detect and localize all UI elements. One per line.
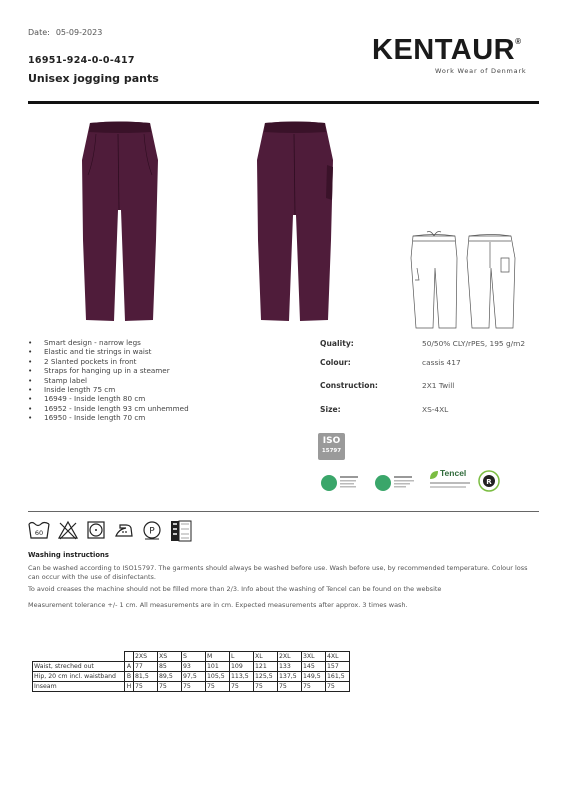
tencel-logo xyxy=(428,468,472,496)
article-number: 16951-924-0-0-417 xyxy=(28,55,135,66)
table-cell: 149,5 xyxy=(302,672,326,682)
iso-badge-number: 15797 xyxy=(321,448,342,454)
row-label: Waist, streched out xyxy=(33,662,125,672)
table-cell: 109 xyxy=(230,662,254,672)
table-header-row xyxy=(33,652,350,662)
oeko-tex-standard-logo xyxy=(320,470,360,496)
table-cell: 75 xyxy=(302,682,326,692)
logo-text: KENTAUR xyxy=(372,34,516,66)
row-code: H xyxy=(125,682,134,692)
wash-60-icon xyxy=(28,520,50,540)
quality-label: Quality: xyxy=(320,339,354,348)
svg-text:R: R xyxy=(486,478,492,486)
svg-text:P: P xyxy=(149,526,156,537)
table-row xyxy=(33,672,350,682)
table-cell: 75 xyxy=(278,682,302,692)
logo-trademark: ® xyxy=(515,37,522,46)
table-cell: 75 xyxy=(206,682,230,692)
size-value: XS-4XL xyxy=(422,405,449,414)
table-cell: 121 xyxy=(254,662,278,672)
feature-item: • 16949 - Inside length 80 cm xyxy=(28,394,189,403)
section-divider xyxy=(28,511,539,512)
row-code: B xyxy=(125,672,134,682)
row-code: A xyxy=(125,662,134,672)
washing-paragraph-2: To avoid creases the machine should not be filled more than 2/3. Info about the washing of Tencel can be found on the website xyxy=(28,585,442,593)
feature-item: • Straps for hanging up in a steamer xyxy=(28,366,189,375)
size-label: Size: xyxy=(320,405,341,414)
feature-item: • Elastic and tie strings in waist xyxy=(28,347,189,356)
washing-title: Washing instructions xyxy=(28,551,109,559)
date-value: 05-09-2023 xyxy=(55,28,103,37)
iron-icon xyxy=(114,520,134,540)
table-cell: 157 xyxy=(326,662,350,672)
product-name: Unisex jogging pants xyxy=(28,72,159,85)
colour-value: cassis 417 xyxy=(422,358,461,367)
brand-tagline: Work Wear of Denmark xyxy=(435,67,527,75)
table-cell: 81,5 xyxy=(134,672,158,682)
row-label: Hip, 20 cm incl. waistband xyxy=(33,672,125,682)
table-cell: 133 xyxy=(278,662,302,672)
table-row xyxy=(33,662,350,672)
wash-temperature: 60 xyxy=(34,529,44,537)
feature-item: • Smart design - narrow legs xyxy=(28,338,189,347)
size-header: XS xyxy=(158,652,182,662)
no-bleach-icon xyxy=(58,520,78,540)
pro-industrial-icon xyxy=(170,520,192,542)
table-cell: 93 xyxy=(182,662,206,672)
table-cell: 137,5 xyxy=(278,672,302,682)
table-cell: 105,5 xyxy=(206,672,230,682)
table-row xyxy=(33,682,350,692)
table-cell: 75 xyxy=(326,682,350,692)
table-cell: 125,5 xyxy=(254,672,278,682)
size-header: 4XL xyxy=(326,652,350,662)
table-cell: 101 xyxy=(206,662,230,672)
feature-item: • 16950 - Inside length 70 cm xyxy=(28,413,189,422)
table-cell: 75 xyxy=(158,682,182,692)
table-cell: 161,5 xyxy=(326,672,350,682)
table-cell: 77 xyxy=(134,662,158,672)
size-header: 2XS xyxy=(134,652,158,662)
size-header: S xyxy=(182,652,206,662)
table-cell: 75 xyxy=(182,682,206,692)
table-cell: 75 xyxy=(134,682,158,692)
table-cell: 75 xyxy=(254,682,278,692)
date-line xyxy=(28,28,108,37)
care-symbols xyxy=(28,520,195,542)
table-cell: 113,5 xyxy=(230,672,254,682)
date-label: Date: xyxy=(28,28,50,37)
size-header: M xyxy=(206,652,230,662)
tencel-leaf-icon xyxy=(428,469,440,481)
construction-value: 2X1 Twill xyxy=(422,381,455,390)
size-header: L xyxy=(230,652,254,662)
table-cell: 75 xyxy=(230,682,254,692)
iso-badge xyxy=(318,433,345,460)
feature-item: • Stamp label xyxy=(28,376,189,385)
table-cell: 97,5 xyxy=(182,672,206,682)
pants-front-image xyxy=(80,120,160,325)
recycled-logo xyxy=(478,468,500,494)
iso-badge-top: ISO xyxy=(322,436,341,446)
size-header: XL xyxy=(254,652,278,662)
table-cell: 85 xyxy=(158,662,182,672)
size-header: 3XL xyxy=(302,652,326,662)
construction-label: Construction: xyxy=(320,381,378,390)
tumble-dry-icon xyxy=(86,520,106,540)
professional-clean-icon xyxy=(142,520,162,540)
header-divider xyxy=(28,101,539,104)
measurement-note: Measurement tolerance +/- 1 cm. All measurements are in cm. Expected measurements after approx. 3 times wash. xyxy=(28,601,408,609)
feature-list xyxy=(28,338,189,423)
brand-logo xyxy=(372,36,522,65)
washing-paragraph-1: Can be washed according to ISO15797. The garments should always be washed before use. Wash before use, by recommended temperature. Colour loss can occur with the use of disinfectants. xyxy=(28,564,528,581)
oeko-tex-made-in-green-logo xyxy=(374,470,420,496)
pants-back-image xyxy=(255,120,335,325)
technical-drawing xyxy=(405,228,533,333)
table-cell: 89,5 xyxy=(158,672,182,682)
table-cell: 145 xyxy=(302,662,326,672)
feature-item: • Inside length 75 cm xyxy=(28,385,189,394)
colour-label: Colour: xyxy=(320,358,351,367)
feature-item: • 16952 - Inside length 93 cm unhemmed xyxy=(28,404,189,413)
size-header: 2XL xyxy=(278,652,302,662)
quality-value: 50/50% CLY/rPES, 195 g/m2 xyxy=(422,339,526,348)
row-label: Inseam xyxy=(33,682,125,692)
tencel-text: Tencel xyxy=(440,468,467,478)
feature-item: • 2 Slanted pockets in front xyxy=(28,357,189,366)
measurement-table xyxy=(32,651,350,692)
